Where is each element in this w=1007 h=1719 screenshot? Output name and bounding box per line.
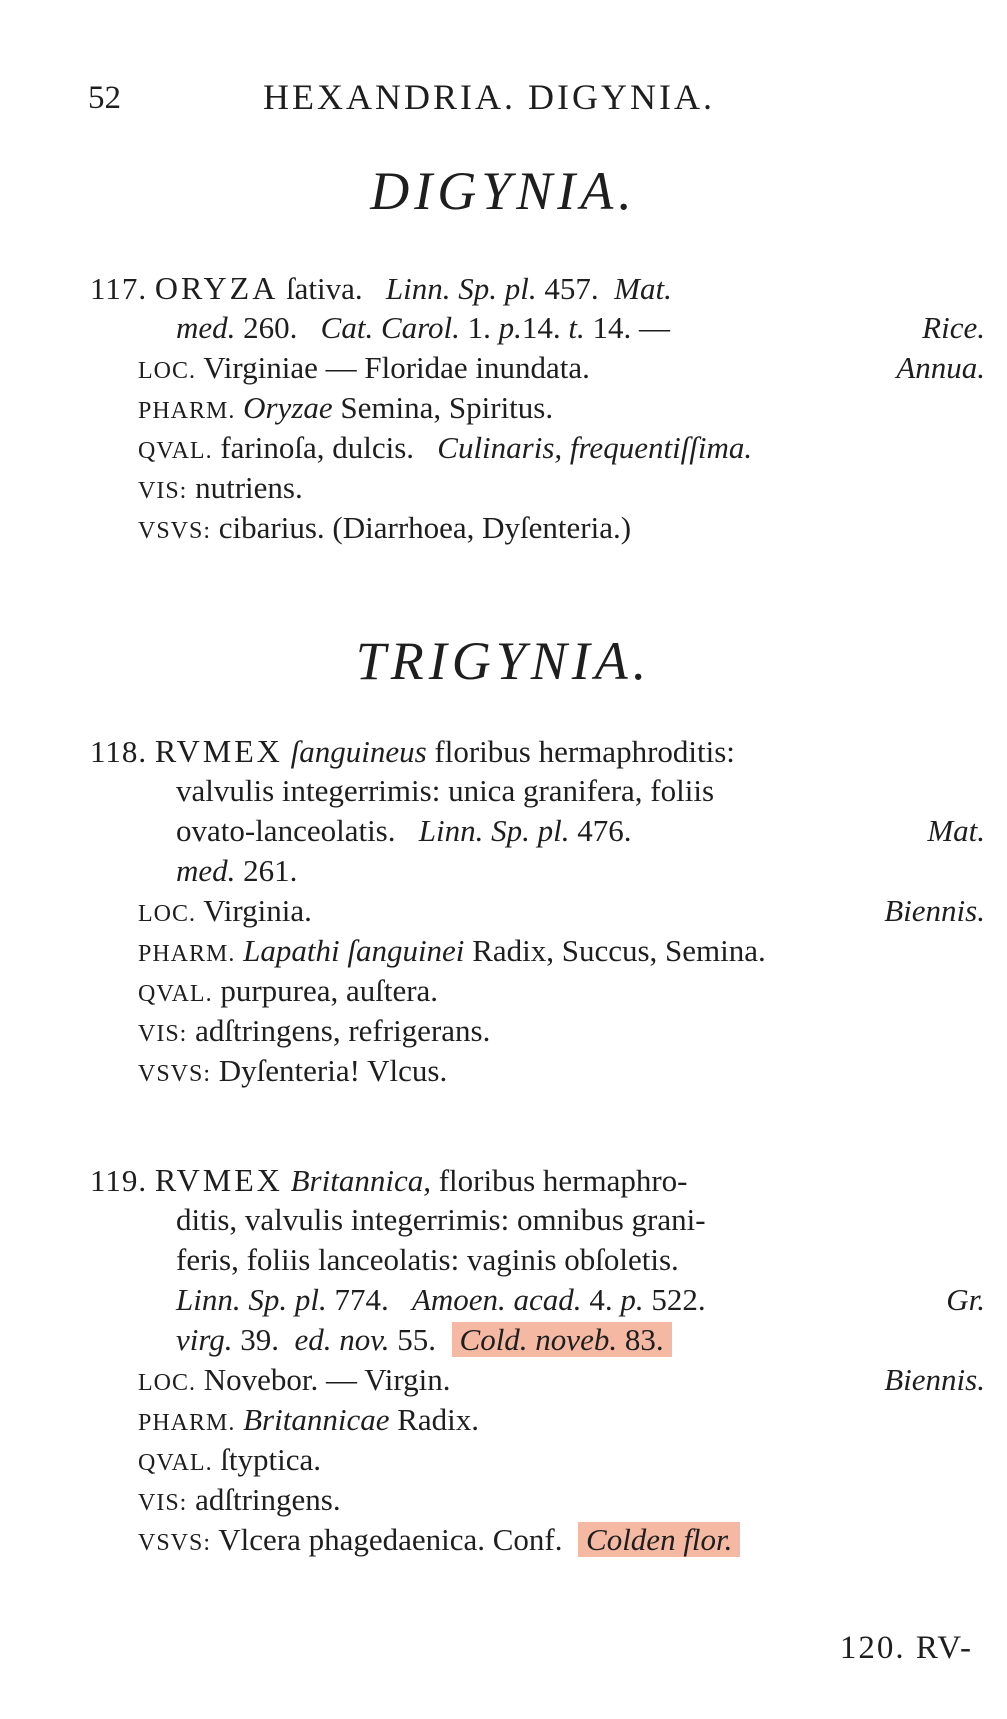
reference-cat: Cat. Carol. — [320, 310, 460, 345]
reference-med: med. — [176, 310, 236, 345]
entry-117-line-1 — [90, 268, 985, 308]
section-title-trigynia: TRIGYNIA. — [355, 631, 652, 691]
pharm-text: Semina, Spiritus. — [340, 390, 554, 425]
entry-119-line-4 — [176, 1280, 985, 1320]
reference-p: p. — [620, 1282, 644, 1317]
common-name: Rice. — [922, 310, 985, 345]
entry-118 — [90, 731, 985, 1091]
running-head — [88, 62, 928, 122]
diagnosis-text: ditis, valvulis integerrimis: omnibus grani- — [176, 1202, 706, 1237]
reference-mat: Mat. — [927, 813, 985, 848]
entry-119-loc — [138, 1360, 985, 1400]
catchword: 120. RV- — [839, 1630, 973, 1666]
reference-med: med. — [176, 853, 236, 888]
entry-117 — [90, 268, 985, 548]
vsus-text: Vlcera phagedaenica. Conf. — [218, 1522, 563, 1557]
entry-117-line-2 — [176, 308, 985, 348]
reference-virg: virg. — [176, 1322, 233, 1357]
vis-text: adſtringens, refrigerans. — [195, 1013, 491, 1048]
qual-label: QVAL. — [138, 438, 213, 464]
reference-page: 55. — [397, 1322, 437, 1357]
reference-t: t. — [568, 310, 585, 345]
reference-page: 14. — [521, 310, 561, 345]
entry-number: 117. — [90, 271, 148, 306]
qual-text: farinoſa, dulcis. — [220, 430, 415, 465]
loc-text: Virginiae — Floridae inundata. — [203, 350, 590, 385]
diagnosis-text: floribus hermaphroditis: — [434, 734, 735, 769]
entry-118-vis — [138, 1011, 985, 1051]
qual-label: QVAL. — [138, 981, 213, 1007]
entry-119-qual — [138, 1440, 985, 1480]
vis-label: VIS: — [138, 1021, 188, 1047]
reference-page: 522. — [651, 1282, 706, 1317]
entry-119-line-1 — [90, 1160, 985, 1200]
reference-p: p. — [498, 310, 522, 345]
reference-page: 457. — [544, 271, 599, 306]
loc-label: LOC. — [138, 901, 196, 927]
species-name: ſanguineus — [290, 734, 427, 769]
pharm-name: Oryzae — [243, 390, 333, 425]
entry-118-line-3 — [176, 811, 985, 851]
loc-text: Virginia. — [203, 893, 312, 928]
vsus-label: VSVS: — [138, 1530, 212, 1556]
loc-text: Novebor. — Virgin. — [203, 1362, 451, 1397]
entry-number: 118. — [90, 734, 148, 769]
loc-label: LOC. — [138, 358, 196, 384]
reference-page: 476. — [577, 813, 632, 848]
page-number: 52 — [88, 80, 121, 116]
entry-118-pharm — [138, 931, 985, 971]
reference: Linn. Sp. pl. — [385, 271, 537, 306]
diagnosis-text: valvulis integerrimis: unica granifera, foliis — [176, 773, 715, 808]
entry-117-loc — [138, 348, 985, 388]
entry-118-line-1 — [90, 731, 985, 771]
reference-ed: ed. nov. — [294, 1322, 390, 1357]
reference-vol: 1. — [467, 310, 491, 345]
entry-117-vis — [138, 468, 985, 508]
entry-119-line-3 — [176, 1240, 985, 1280]
vsus-label: VSVS: — [138, 1061, 212, 1087]
qual-text: purpurea, auſtera. — [220, 973, 439, 1008]
genus-name: RVMEX — [154, 733, 283, 769]
vsus-text: Dyſenteria! Vlcus. — [218, 1053, 448, 1088]
entry-119-line-5 — [176, 1320, 985, 1360]
diagnosis-text: feris, foliis lanceolatis: vaginis obſoletis. — [176, 1242, 679, 1277]
reference-vol: 4. — [589, 1282, 613, 1317]
pharm-name: Britannicae — [243, 1402, 390, 1437]
qual-text: ſtyptica. — [220, 1442, 322, 1477]
entry-118-vsus — [138, 1051, 985, 1091]
entry-119-line-2 — [176, 1200, 985, 1240]
reference-page: 774. — [334, 1282, 389, 1317]
entry-119-pharm — [138, 1400, 985, 1440]
duration: Biennis. — [884, 893, 985, 928]
vsus-text: cibarius. (Diarrhoea, Dyſenteria.) — [218, 510, 632, 545]
pharm-label: PHARM. — [138, 1410, 236, 1436]
reference-mat: Mat. — [614, 271, 672, 306]
species-text: ſativa. — [286, 271, 363, 306]
reference-gr: Gr. — [946, 1282, 985, 1317]
reference-page: 260. — [243, 310, 298, 345]
pharm-text: Radix, Succus, Semina. — [472, 933, 766, 968]
reference: Linn. Sp. pl. — [176, 1282, 327, 1317]
vis-label: VIS: — [138, 478, 188, 504]
reference-plate: 14. — — [592, 310, 671, 345]
highlight-colden-flor: Colden flor. — [578, 1522, 740, 1557]
vis-label: VIS: — [138, 1490, 188, 1516]
duration: Annua. — [896, 350, 985, 385]
pharm-label: PHARM. — [138, 941, 236, 967]
entry-117-qual — [138, 428, 985, 468]
reference-page: 261. — [243, 853, 298, 888]
entry-117-vsus — [138, 508, 985, 548]
entry-117-pharm — [138, 388, 985, 428]
section-title-digynia: DIGYNIA. — [370, 161, 637, 221]
reference-amoen: Amoen. acad. — [411, 1282, 582, 1317]
entry-118-line-4 — [176, 851, 985, 891]
vsus-label: VSVS: — [138, 518, 212, 544]
species-name: Britannica, — [290, 1163, 431, 1198]
running-title: HEXANDRIA. DIGYNIA. — [263, 77, 715, 117]
entry-118-line-2 — [176, 771, 985, 811]
pharm-label: PHARM. — [138, 398, 236, 424]
entry-118-qual — [138, 971, 985, 1011]
pharm-text: Radix. — [397, 1402, 480, 1437]
diagnosis-text: floribus hermaphro- — [438, 1163, 688, 1198]
entry-119-vsus — [138, 1520, 985, 1560]
highlight-cold-noveb — [452, 1322, 672, 1357]
reference: Linn. Sp. pl. — [418, 813, 570, 848]
entry-119 — [90, 1160, 985, 1560]
diagnosis-text: ovato-lanceolatis. — [176, 813, 396, 848]
vis-text: adſtringens. — [195, 1482, 341, 1517]
reference-cold: Cold. noveb. — [459, 1322, 618, 1357]
entry-number: 119. — [90, 1163, 148, 1198]
entry-118-loc — [138, 891, 985, 931]
pharm-name: Lapathi ſanguinei — [243, 933, 465, 968]
vis-text: nutriens. — [195, 470, 303, 505]
qual-note: Culinaris, frequentiſſima. — [437, 430, 753, 465]
loc-label: LOC. — [138, 1370, 196, 1396]
qual-label: QVAL. — [138, 1450, 213, 1476]
genus-name: ORYZA — [154, 270, 279, 306]
reference-page: 83. — [624, 1322, 664, 1357]
entry-119-vis — [138, 1480, 985, 1520]
duration: Biennis. — [884, 1362, 985, 1397]
reference-page: 39. — [240, 1322, 280, 1357]
genus-name: RVMEX — [154, 1162, 283, 1198]
